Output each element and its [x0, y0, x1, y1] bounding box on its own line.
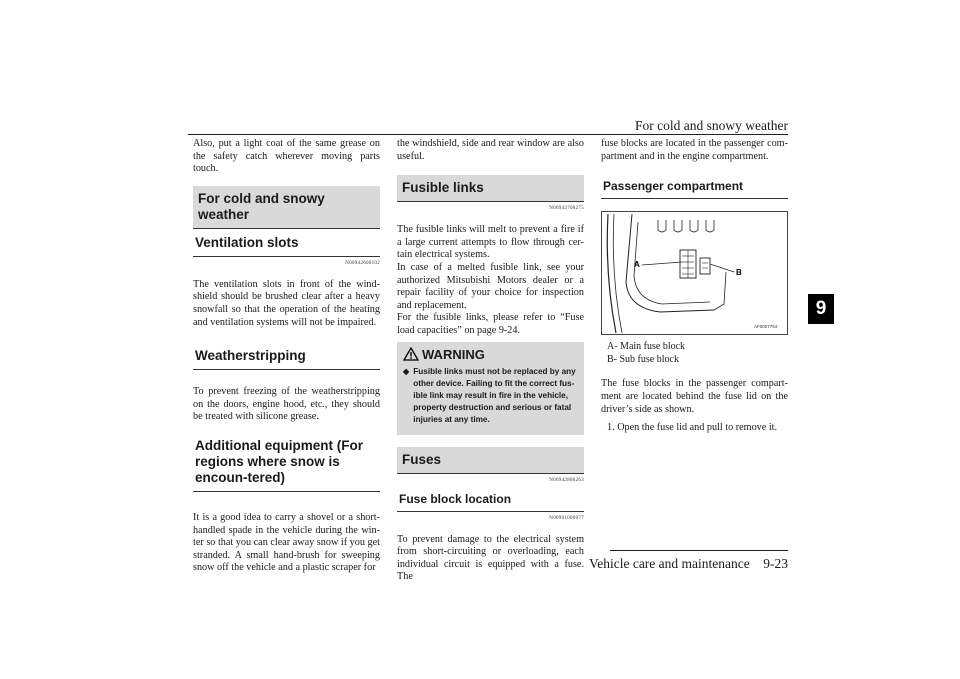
- legend-item-b: B- Sub fuse block: [607, 353, 679, 365]
- warning-label: WARNING: [422, 346, 485, 362]
- fuse-panel-illustration: [602, 212, 787, 334]
- ref-code: N00942600102: [345, 260, 380, 266]
- fuse-block-figure: [601, 211, 788, 335]
- paragraph-weatherstripping: To prevent freezing of the weatherstripping on the doors, engine hood, etc., they should be treated with silicone grease.: [193, 386, 380, 423]
- column-3: [601, 138, 788, 435]
- figure-legend: [601, 341, 788, 366]
- paragraph-windshield: the windshield, side and rear window are also useful.: [397, 138, 584, 162]
- heading-passenger-compartment: Passenger compartment: [601, 175, 788, 199]
- heading-additional-equipment: Additional equipment (For regions where snow is encoun-tered): [193, 432, 380, 492]
- heading-fusible-links: Fusible links: [397, 175, 584, 202]
- page-footer: Vehicle care and maintenance 9-23: [588, 556, 788, 571]
- warning-item: [403, 366, 578, 427]
- warning-text: Fusible links must not be replaced by any other device. Failing to fit the correct fus-ible link may result in fire in the vehicle, property destruction and serious or fatal injuries at any time.: [413, 366, 576, 425]
- chapter-tab: 9: [808, 294, 834, 324]
- ref-code: N00942700275: [549, 206, 584, 212]
- heading-fuses: Fuses: [397, 447, 584, 474]
- paragraph-fuse-blocks: fuse blocks are located in the passenger com-partment and in the engine compartment.: [601, 138, 788, 162]
- warning-box: [397, 342, 584, 435]
- paragraph-ventilation: The ventilation slots in front of the wind-shield should be brushed clear after a heavy snowfall so that the operation of the heating and ventilation systems will not be impaired.: [193, 278, 380, 328]
- heading-fuse-block-location: Fuse block location: [397, 488, 584, 512]
- paragraph-additional-equipment: It is a good idea to carry a shovel or a short-handled spade in the vehicle during the win-ter so that you can clear away snow if you get stranded. A small hand-brush for sweeping snow off the vehicle and a plastic scraper for: [193, 511, 380, 574]
- heading-cold-snowy: For cold and snowy weather: [193, 186, 380, 229]
- header-rule: [188, 134, 788, 135]
- heading-weatherstripping: Weatherstripping: [193, 342, 380, 370]
- ref-code: N00901000077: [549, 515, 584, 521]
- warning-icon: [403, 347, 419, 361]
- callout-a: A: [634, 260, 640, 270]
- warning-title: [403, 347, 578, 362]
- heading-ventilation-slots: Ventilation slots: [193, 229, 380, 257]
- column-2: [397, 138, 584, 584]
- callout-b: B: [736, 268, 742, 278]
- figure-code: AF0007754: [754, 324, 778, 330]
- paragraph-grease: Also, put a light coat of the same grease on the safety catch wherever moving parts touch.: [193, 138, 380, 175]
- bullet-icon: ◆: [403, 366, 410, 376]
- column-1: [193, 138, 380, 575]
- paragraph-fusible-links: The fusible links will melt to prevent a fire if a large current attempts to flow through cer-tain electrical systems. In case of a melted fusible link, see your authorized Mitsubishi Motors dealer or a repair facility of your choice for inspection and replacement. For the fusible links, please refer to “Fuse load capacities” on page 9-24.: [397, 224, 584, 336]
- paragraph-passenger-fuse-blocks: The fuse blocks in the passenger compart-ment are located behind the fuse lid on the driver’s side as shown.: [601, 378, 788, 415]
- footer-rule: [610, 550, 788, 551]
- paragraph-fuse-block-location: To prevent damage to the electrical system from short-circuiting or overloading, each individual circuit is equipped with a fuse. The: [397, 533, 584, 583]
- step-1: 1. Open the fuse lid and pull to remove it.: [607, 422, 778, 434]
- legend-item-a: A- Main fuse block: [607, 341, 686, 353]
- page-header: For cold and snowy weather: [635, 118, 788, 133]
- ref-code: N00942800263: [549, 477, 584, 483]
